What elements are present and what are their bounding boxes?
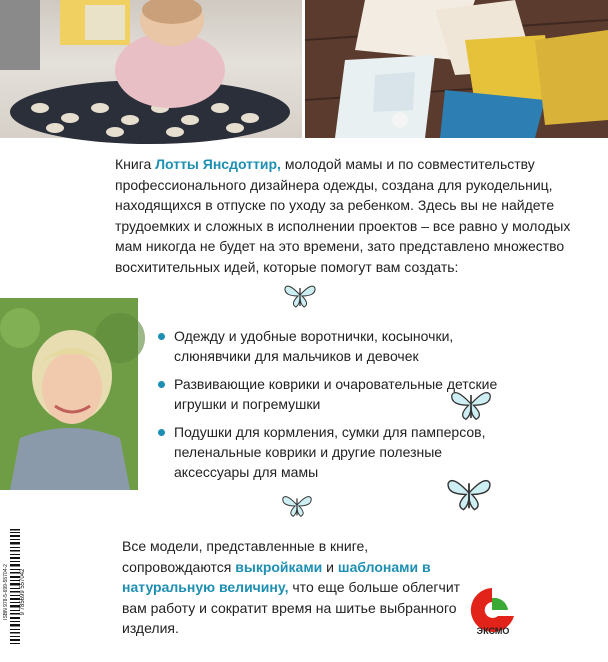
author-name: Лотты Янсдоттир, bbox=[155, 156, 281, 172]
author-portrait-photo bbox=[0, 298, 138, 490]
publisher-logo-icon bbox=[462, 582, 522, 652]
list-item bbox=[158, 326, 498, 366]
bullet-dot-icon bbox=[158, 381, 165, 388]
list-item bbox=[158, 374, 498, 414]
header-photo-strip bbox=[0, 0, 608, 138]
intro-text: молодой мамы и по совместительству профессионального дизайнера одежды, создана для рукодельниц, находящихся в отпуске по уходу за ребенком. Здесь вы не найдете трудоемких и сложных в исполнении проектов – все равно у молодых мам никогда не будет на это времени, зато представлено множество восхитительных идей, которые помогут вам создать: bbox=[115, 156, 571, 275]
barcode-digits: 9 785699 557042 bbox=[20, 568, 26, 616]
patterns-highlight: выкройками bbox=[235, 558, 323, 575]
intro-paragraph bbox=[115, 154, 585, 277]
fabric-accessories-photo bbox=[305, 0, 608, 138]
list-item-text: Одежду и удобные воротнички, косыночки, слюнявчики для мальчиков и девочек bbox=[174, 328, 454, 364]
outro-part1: Все модели, представленные в книге, сопровождаются bbox=[122, 538, 369, 575]
butterfly-icon bbox=[448, 384, 494, 424]
barcode-isbn: ISBN 978-5-699-55704-2 bbox=[3, 564, 9, 620]
butterfly-icon bbox=[282, 280, 318, 310]
baby-on-pillow-photo bbox=[0, 0, 302, 138]
butterfly-icon bbox=[444, 472, 494, 514]
bullet-dot-icon bbox=[158, 333, 165, 340]
outro-paragraph bbox=[122, 536, 462, 639]
bullet-dot-icon bbox=[158, 429, 165, 436]
list-item-text: Развивающие коврики и очаровательные детские игрушки и погремушки bbox=[174, 376, 498, 412]
list-item-text: Подушки для кормления, сумки для памперсов, пеленальные коврики и другие полезные аксессуары для мамы bbox=[174, 424, 486, 480]
feature-list bbox=[158, 326, 498, 490]
intro-prefix: Книга bbox=[115, 156, 156, 172]
publisher-name: ЭКСМО bbox=[476, 626, 510, 636]
outro-part2: и bbox=[322, 558, 338, 575]
barcode bbox=[2, 527, 26, 657]
outro-part3: что еще больше облегчит вам работу и сократит время на шитье выбранного изделия. bbox=[122, 579, 461, 636]
butterfly-icon bbox=[280, 490, 314, 520]
templates-highlight: шаблонами в натуральную величину, bbox=[122, 558, 431, 595]
